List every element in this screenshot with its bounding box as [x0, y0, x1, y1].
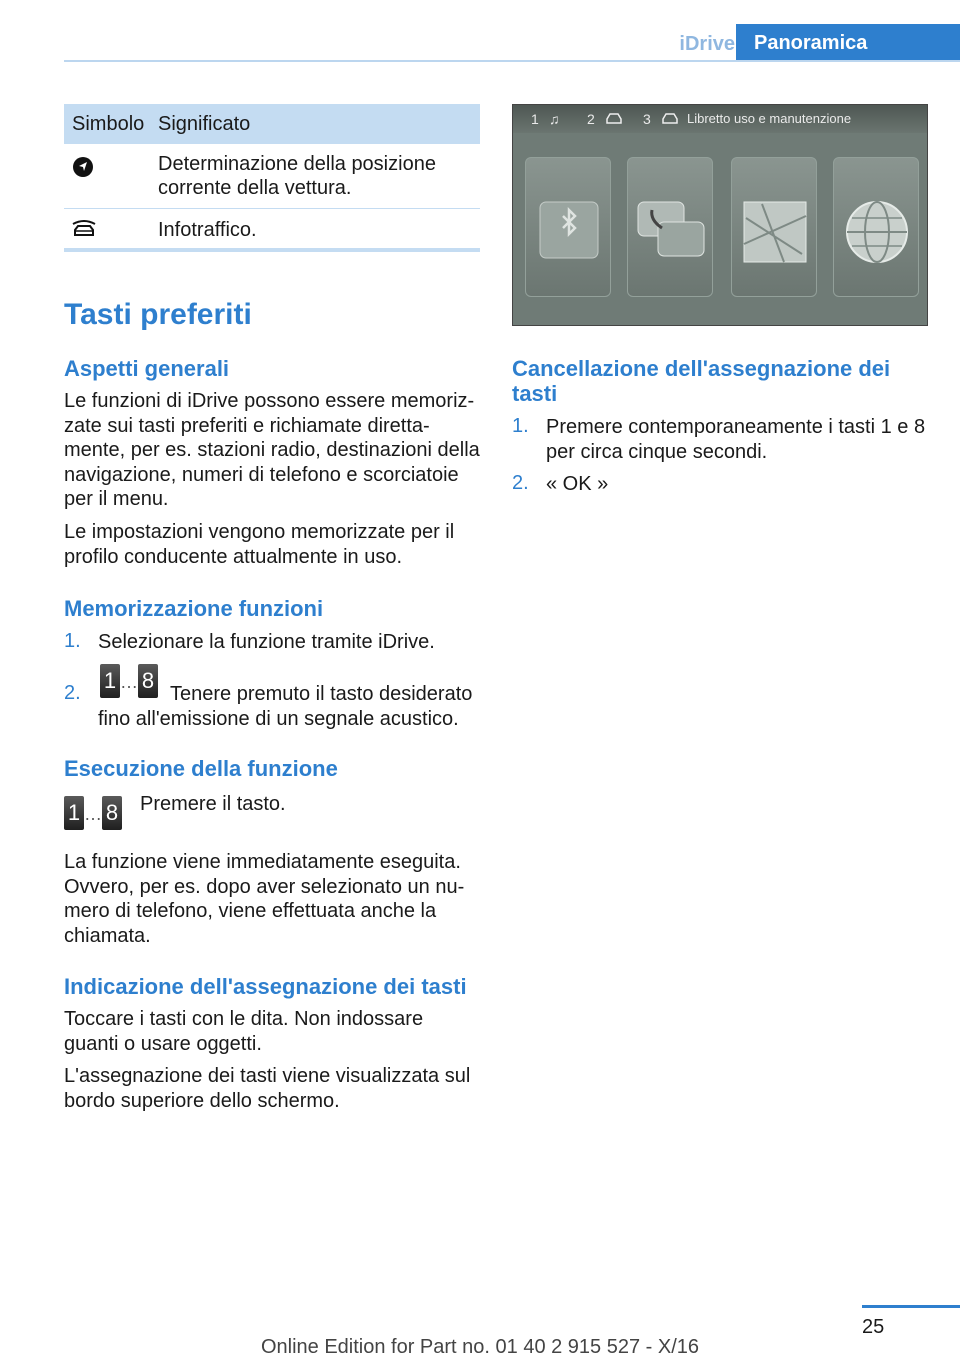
- key-1-icon: 1: [100, 664, 120, 698]
- list-item: [512, 415, 928, 465]
- store-heading: Memorizzazione funzioni: [64, 596, 324, 621]
- table-cell-meaning: Infotraffico.: [158, 219, 257, 241]
- list-item: [64, 664, 480, 734]
- edition-footer: Online Edition for Part no. 01 40 2 915 527 - X/16: [260, 1336, 700, 1358]
- section-tab: Panoramica: [736, 24, 960, 62]
- exec-line: Premere il tasto.: [140, 793, 286, 815]
- step-number: 1.: [64, 630, 81, 652]
- general-paragraph-1: Le funzioni di iDrive possono essere memorizzate sui tasti preferiti e richiamate direttamente, per es. stazioni radio, destinazioni della navigazione, numeri di telefono e scorciatoie per il menu.: [64, 390, 480, 510]
- phone-tile: [627, 157, 713, 297]
- favorite-keys-icon: [64, 796, 122, 830]
- table-row: [64, 208, 480, 249]
- header-rule: [64, 60, 960, 62]
- step-number: 2.: [512, 472, 529, 494]
- key-dots: …: [84, 804, 102, 824]
- favorite-slot-3: 3: [643, 111, 651, 127]
- step-text: Selezionare la funzione tramite iDrive.: [98, 631, 435, 653]
- step-text: Tenere premuto il tasto desiderato fino all'emissione di un segnale acustico.: [98, 683, 473, 730]
- cancel-heading: Cancellazione dell'assegnazione dei tasti: [512, 356, 891, 406]
- general-paragraph-2: Le impostazioni vengono memorizzate per il profilo conducente attualmente in uso.: [64, 521, 455, 568]
- step-text: Premere contemporaneamente i tasti 1 e 8 per circa cinque secondi.: [546, 416, 926, 463]
- page-number-rule: [862, 1305, 960, 1308]
- table-cell-meaning: Determinazione della posizione corrente della vettura.: [158, 153, 436, 199]
- page-number: 25: [862, 1316, 885, 1338]
- section-title: Tasti preferiti: [64, 298, 252, 331]
- general-heading: Aspetti generali: [64, 356, 230, 381]
- map-tile: [731, 157, 817, 297]
- assign-paragraph-1: Toccare i tasti con le dita. Non indossare guanti o usare oggetti.: [64, 1008, 424, 1055]
- key-dots: …: [120, 672, 138, 692]
- step-number: 1.: [512, 415, 529, 437]
- exec-heading: Esecuzione della funzione: [64, 756, 338, 781]
- step-text: « OK »: [546, 473, 609, 495]
- key-8-icon: 8: [138, 664, 158, 698]
- traffic-car-icon: [70, 218, 98, 245]
- car-icon: [661, 106, 679, 134]
- bluetooth-tile: [525, 157, 611, 297]
- step-number: 2.: [64, 682, 81, 704]
- table-bottom-rule: [64, 248, 480, 252]
- exec-paragraph: La funzione viene immediatamente eseguita. Ovvero, per es. dopo aver selezionato un numero di telefono, viene effettuata anche la chiamata.: [64, 851, 465, 947]
- music-note-icon: ♫: [549, 111, 560, 127]
- assign-heading: Indicazione dell'assegnazione dei tasti: [64, 974, 467, 999]
- key-8-icon: 8: [102, 796, 122, 830]
- favorite-slot-3-label: Libretto uso e manutenzione: [687, 111, 852, 126]
- table-row: [64, 144, 480, 209]
- table-header-meaning: Significato: [158, 113, 251, 135]
- section-label: iDrive: [679, 33, 735, 55]
- globe-tile: [833, 157, 919, 297]
- favorite-slot-1: 1: [531, 111, 539, 127]
- navigation-arrow-icon: [72, 156, 94, 183]
- key-1-icon: 1: [64, 796, 84, 830]
- table-header-symbol: Simbolo: [72, 113, 145, 135]
- idrive-screen-image: [512, 104, 928, 326]
- assign-paragraph-2: L'assegnazione dei tasti viene visualizzata sul bordo superiore dello schermo.: [64, 1065, 471, 1112]
- favorites-bar: [513, 105, 927, 133]
- symbol-table: [64, 104, 480, 252]
- table-header: [64, 104, 480, 144]
- favorite-slot-2: 2: [587, 111, 595, 127]
- car-icon: [605, 106, 623, 134]
